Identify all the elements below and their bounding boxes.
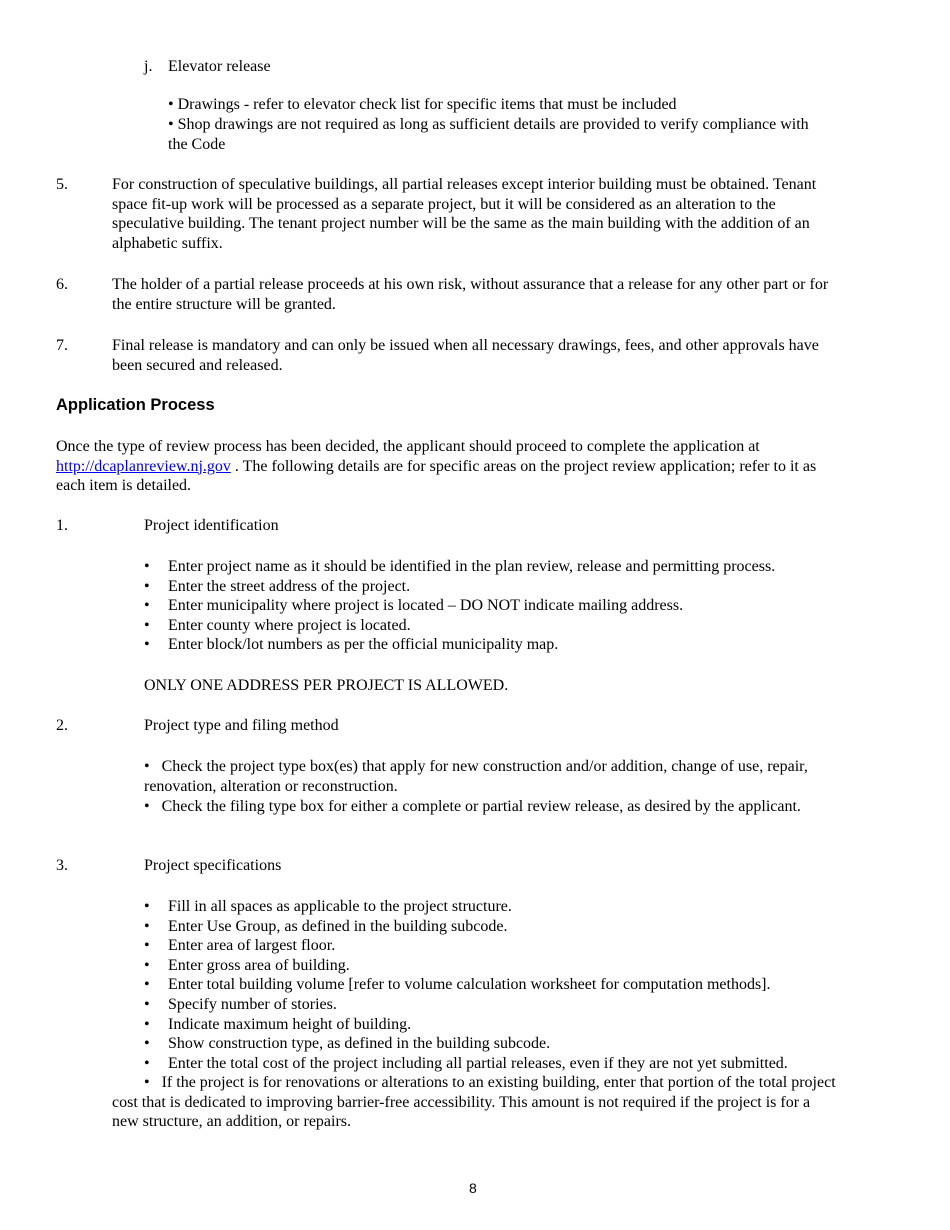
bullet-icon: • — [144, 995, 150, 1013]
list-item-text: Enter the total cost of the project including all partial releases, even if they are not yet submitted. — [168, 1054, 788, 1072]
list-item-text: Show construction type, as defined in the building subcode. — [168, 1035, 551, 1053]
elevator-item-drawings: • Drawings - refer to elevator check list for specific items that must be included — [168, 96, 677, 113]
list-item — [144, 995, 788, 1015]
list-item — [144, 936, 788, 956]
list-item — [144, 635, 775, 655]
section-heading-application-process: Application Process — [56, 396, 215, 414]
list-item-text: Specify number of stories. — [168, 995, 337, 1013]
elevator-marker: j. — [144, 58, 153, 75]
bullet-icon: • — [144, 1015, 150, 1033]
list-item-text: Enter county where project is located. — [168, 616, 411, 634]
section-1-number: 1. — [56, 517, 68, 534]
list-item — [144, 917, 788, 937]
bullet-icon: • — [144, 636, 150, 654]
elevator-title: Elevator release — [168, 58, 271, 75]
bullet-icon: • — [144, 1054, 150, 1072]
section-3-number: 3. — [56, 857, 68, 874]
list-item-text: Enter area of largest floor. — [168, 937, 336, 955]
bullet-icon: • — [144, 577, 150, 595]
bullet-icon: • — [144, 558, 150, 575]
item-5-text: For construction of speculative buildings, all partial releases except interior building must be obtained. Tenant space fit-up work will be processed as a separate project, but it will be considered as an alteration to the speculative building. The tenant project number will be the same as the main building with the addition of an alphabetic suffix. — [112, 176, 817, 252]
list-item — [144, 1054, 788, 1074]
list-item-text: Enter Use Group, as defined in the building subcode. — [168, 917, 508, 935]
list-item — [144, 897, 788, 917]
application-intro-before: Once the type of review process has been decided, the applicant should proceed to complete the application at — [56, 438, 760, 455]
item-6-number: 6. — [56, 276, 68, 293]
bullet-icon: • — [144, 976, 150, 994]
list-item-text: Enter block/lot numbers as per the official municipality map. — [168, 636, 559, 654]
filing-type-item: • Check the filing type box for either a complete or partial review release, as desired by the applicant. — [144, 798, 801, 815]
item-7-number: 7. — [56, 337, 68, 354]
project-type-item: • Check the project type box(es) that apply for new construction and/or addition, change of use, repair, renovation, alteration or reconstruction. — [144, 758, 812, 795]
bullet-icon: • — [144, 1035, 150, 1053]
list-item — [144, 577, 775, 597]
list-item-text: Enter total building volume [refer to volume calculation worksheet for computation methods]. — [168, 976, 771, 994]
list-item-text: Enter project name as it should be identified in the plan review, release and permitting process. — [168, 558, 776, 575]
page-number: 8 — [469, 1180, 477, 1196]
application-intro-after: . The following details are for specific areas on the project review application; refer to it as each item is detailed. — [56, 457, 817, 495]
list-item — [144, 1034, 788, 1054]
bullet-icon: • — [144, 616, 150, 634]
bullet-icon: • — [144, 597, 150, 615]
list-item-text: Indicate maximum height of building. — [168, 1015, 412, 1033]
item-7-text: Final release is mandatory and can only be issued when all necessary drawings, fees, and other approvals have been secured and released. — [112, 337, 819, 374]
bullet-icon: • — [144, 898, 150, 915]
bullet-icon: • — [144, 937, 150, 955]
elevator-item-shop-drawings: • Shop drawings are not required as long as sufficient details are provided to verify compliance with the Code — [168, 116, 809, 153]
application-intro — [56, 437, 840, 496]
section-2-number: 2. — [56, 717, 68, 734]
section-3-title: Project specifications — [144, 857, 282, 874]
one-address-note: ONLY ONE ADDRESS PER PROJECT IS ALLOWED. — [144, 677, 509, 694]
list-item — [144, 1015, 788, 1035]
bullet-icon: • — [144, 917, 150, 935]
list-item — [144, 975, 788, 995]
section-2-title: Project type and filing method — [144, 717, 339, 734]
dcaplanreview-link[interactable]: http://dcaplanreview.nj.gov — [56, 457, 231, 475]
list-item-text: Enter the street address of the project. — [168, 577, 411, 595]
section-1-title: Project identification — [144, 517, 279, 534]
list-item — [144, 596, 775, 616]
list-item-text: Enter gross area of building. — [168, 956, 350, 974]
list-item — [144, 616, 775, 636]
barrier-free-cost-item — [112, 1073, 840, 1132]
item-6-text: The holder of a partial release proceeds at his own risk, without assurance that a release for any other part or for the entire structure will be granted. — [112, 276, 829, 313]
item-5-number: 5. — [56, 176, 68, 193]
bullet-icon: • — [144, 956, 150, 974]
barrier-free-cost-text: • If the project is for renovations or alterations to an existing building, enter that portion of the total project cost that is dedicated to improving barrier-free accessibility. This amount is not required if the project is for a new structure, an addition, or repairs. — [112, 1074, 840, 1131]
list-item — [144, 956, 788, 976]
project-specifications-list — [144, 897, 788, 1073]
list-item-text: Fill in all spaces as applicable to the project structure. — [168, 898, 512, 915]
list-item — [144, 557, 775, 577]
project-identification-list — [144, 557, 775, 655]
list-item-text: Enter municipality where project is located – DO NOT indicate mailing address. — [168, 597, 684, 615]
